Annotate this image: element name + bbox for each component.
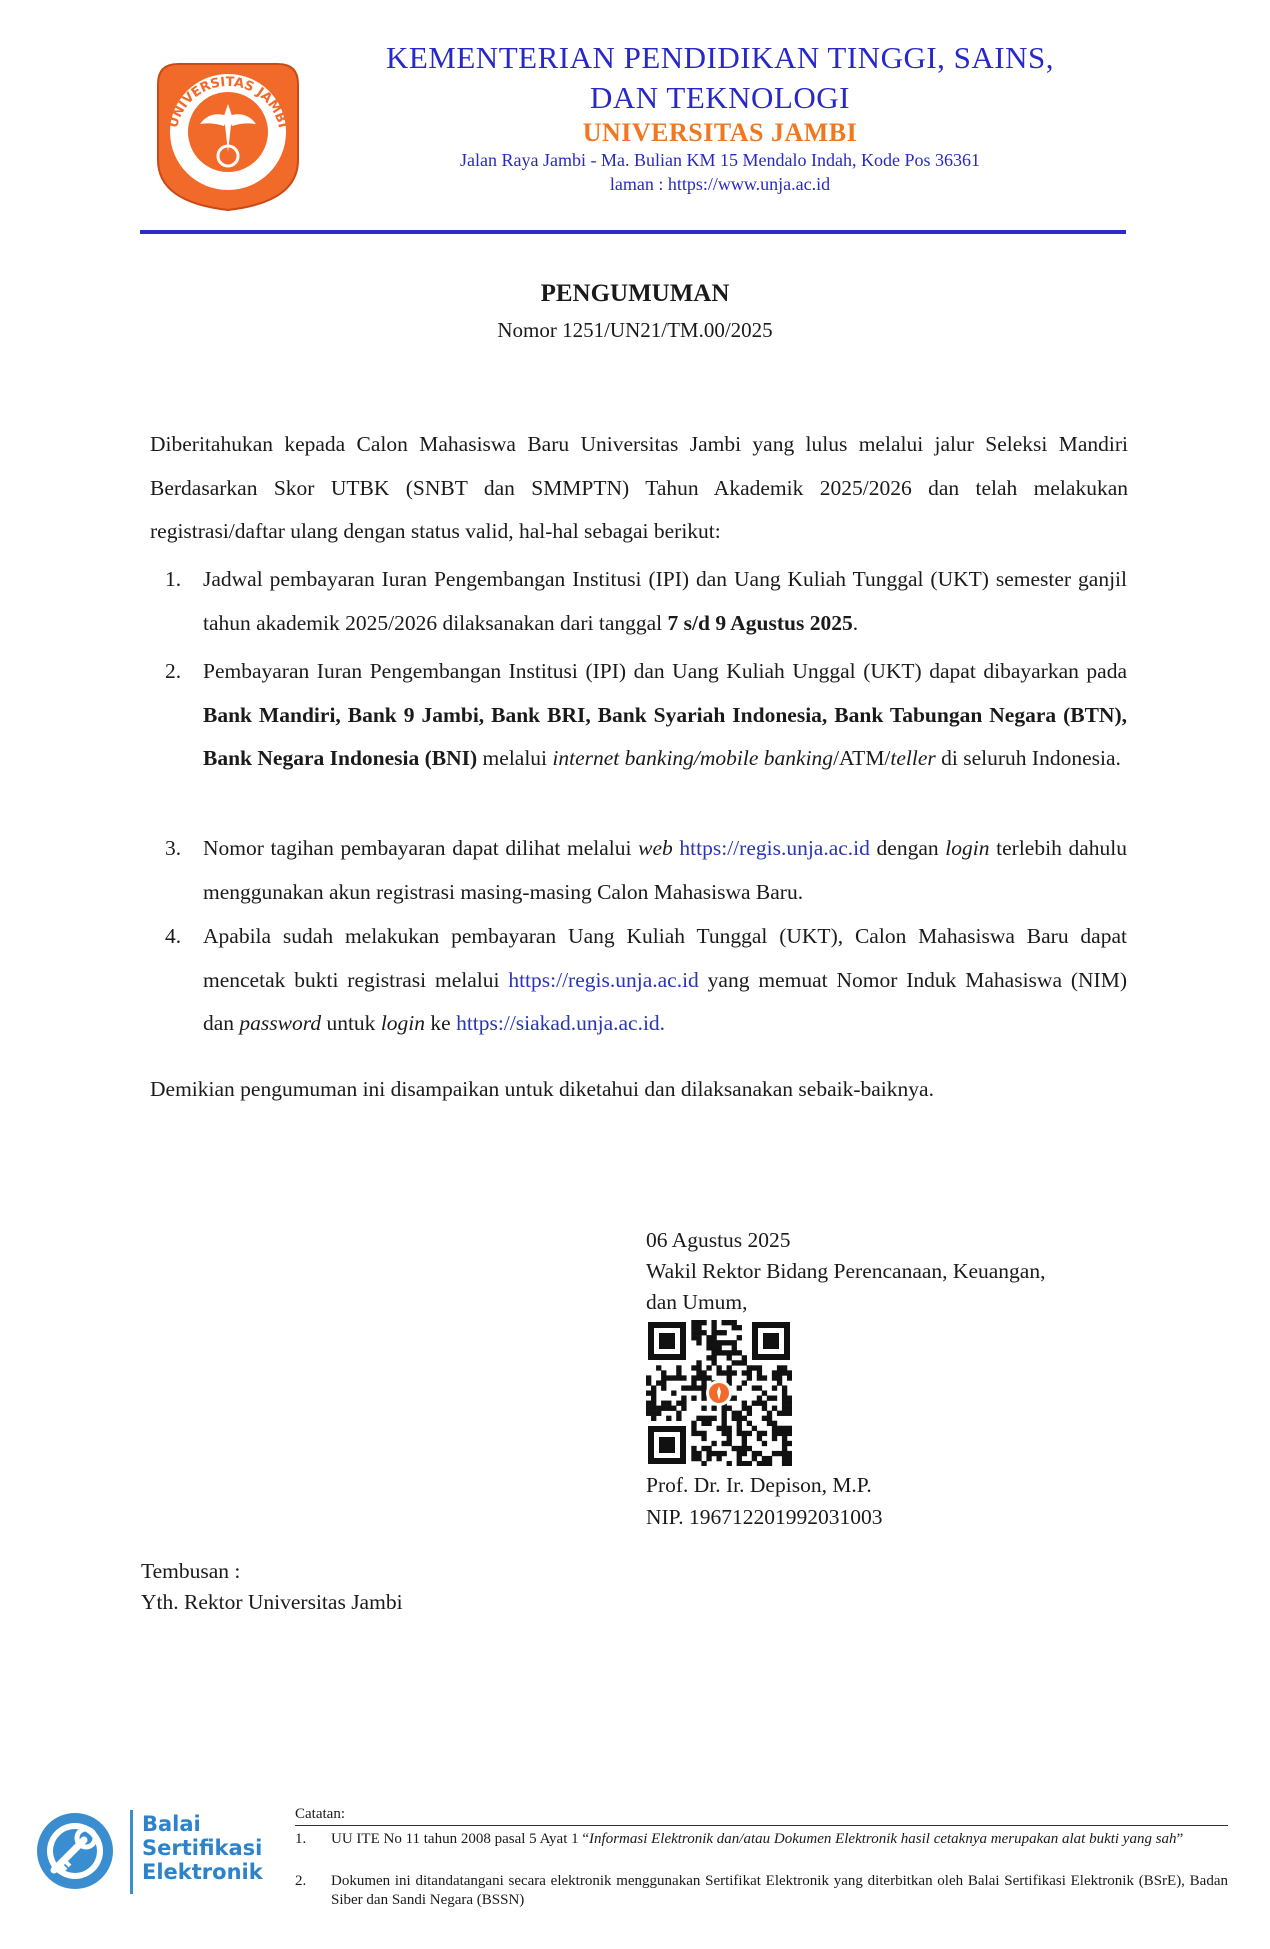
closing-paragraph: Demikian pengumuman ini disampaikan untuk diketahui dan dilaksanakan sebaik-baiknya. xyxy=(150,1077,934,1101)
item-text: /ATM/ xyxy=(833,746,891,770)
list-item xyxy=(165,650,1127,781)
header-divider xyxy=(140,230,1126,234)
bsre-line2: Sertifikasi xyxy=(142,1836,263,1860)
item-text: . xyxy=(852,610,859,635)
tembusan-label: Tembusan : xyxy=(141,1559,241,1583)
list-number: 2. xyxy=(165,659,182,683)
university-website: laman : https://www.unja.ac.id xyxy=(609,174,831,194)
bsre-divider xyxy=(130,1810,133,1894)
item-text-italic: internet banking/mobile banking xyxy=(552,746,834,770)
signatory-name: Prof. Dr. Ir. Depison, M.P. xyxy=(646,1473,872,1497)
signatory-nip: NIP. 196712201992031003 xyxy=(646,1505,883,1529)
item-text: Jadwal pembayaran Iuran Pengembangan Institusi (IPI) dan Uang Kuliah Tunggal (UKT) semester ganjil tahun akademik 2025/2026 dilaksanakan dari tanggal xyxy=(203,567,1127,635)
item-text-italic: teller xyxy=(890,746,936,770)
item-text: terlebih dahulu menggunakan akun registrasi masing-masing Calon Mahasiswa Baru. xyxy=(203,836,1127,904)
note-item xyxy=(295,1872,1228,1910)
note-text xyxy=(331,1830,1228,1849)
note-number: 1. xyxy=(295,1831,307,1847)
signatory-role-line2: dan Umum, xyxy=(646,1290,748,1314)
note-item xyxy=(295,1830,1228,1849)
item-text: ke xyxy=(425,1011,457,1035)
item-text: untuk xyxy=(321,1011,381,1035)
signatory-role-line1: Wakil Rektor Bidang Perencanaan, Keuangan, xyxy=(646,1259,1046,1283)
list-text xyxy=(203,915,1127,1046)
bsre-line1: Balai xyxy=(142,1812,201,1836)
note-number: 2. xyxy=(295,1873,307,1889)
item-text-italic: password xyxy=(239,1011,322,1035)
notes-divider xyxy=(295,1825,1228,1826)
document-number: Nomor 1251/UN21/TM.00/2025 xyxy=(497,318,773,342)
list-number: 1. xyxy=(165,567,182,591)
university-name: UNIVERSITAS JAMBI xyxy=(582,118,858,147)
university-logo xyxy=(148,52,308,212)
regis-link[interactable]: https://regis.unja.ac.id xyxy=(679,836,870,860)
list-number: 4. xyxy=(165,924,182,948)
list-text xyxy=(203,558,1127,645)
notes-label: Catatan: xyxy=(295,1806,345,1822)
ministry-name-line2: DAN TEKNOLOGI xyxy=(590,80,850,115)
payment-dates: 7 s/d 9 Agustus 2025 xyxy=(667,610,853,635)
list-item xyxy=(165,827,1127,914)
bsre-logo-icon xyxy=(34,1810,116,1892)
siakad-link[interactable]: https://siakad.unja.ac.id. xyxy=(456,1011,666,1035)
item-text: dengan xyxy=(869,836,946,860)
note-text-part: ” xyxy=(1176,1831,1184,1847)
university-address: Jalan Raya Jambi - Ma. Bulian KM 15 Mendalo Indah, Kode Pos 36361 xyxy=(460,150,980,170)
bsre-line3: Elektronik xyxy=(142,1860,263,1884)
signature-qr-code xyxy=(646,1320,792,1466)
item-text: Nomor tagihan pembayaran dapat dilihat melalui xyxy=(203,836,639,860)
list-item xyxy=(165,915,1127,1046)
item-text-italic: web xyxy=(638,836,673,860)
item-text: Apabila sudah melakukan pembayaran Uang Kuliah Tunggal (UKT), Calon Mahasiswa Baru dapat mencetak bukti registrasi melalui xyxy=(203,924,1127,992)
list-text xyxy=(203,827,1127,914)
list-text xyxy=(203,650,1127,781)
item-text: di seluruh Indonesia. xyxy=(935,746,1121,770)
item-text-italic: login xyxy=(945,836,990,860)
tembusan-item: Yth. Rektor Universitas Jambi xyxy=(141,1590,403,1614)
note-quote: Informasi Elektronik dan/atau Dokumen Elektronik hasil cetaknya merupakan alat bukti yang sah xyxy=(589,1831,1177,1847)
item-text: melalui xyxy=(477,746,553,770)
item-text: yang memuat Nomor Induk Mahasiswa (NIM) dan xyxy=(203,967,1127,1035)
note-text-part: UU ITE No 11 tahun 2008 pasal 5 Ayat 1 “ xyxy=(331,1831,590,1847)
note-text: Dokumen ini ditandatangani secara elektronik menggunakan Sertifikat Elektronik yang diterbitkan oleh Balai Sertifikasi Elektronik (BSrE), Badan Siber dan Sandi Negara (BSSN) xyxy=(331,1873,1228,1908)
svg-text:UNIVERSITAS JAMBI: UNIVERSITAS JAMBI xyxy=(166,74,290,130)
list-item xyxy=(165,558,1127,645)
regis-link[interactable]: https://regis.unja.ac.id xyxy=(508,967,699,992)
bank-list: Bank Mandiri, Bank 9 Jambi, Bank BRI, Bank Syariah Indonesia, Bank Tabungan Negara (BTN), Bank Negara Indonesia (BNI) xyxy=(203,702,1127,770)
list-number: 3. xyxy=(165,836,182,860)
ministry-name-line1: KEMENTERIAN PENDIDIKAN TINGGI, SAINS, xyxy=(385,40,1055,75)
item-text-italic: login xyxy=(380,1011,426,1035)
intro-paragraph: Diberitahukan kepada Calon Mahasiswa Baru Universitas Jambi yang lulus melalui jalur Seleksi Mandiri Berdasarkan Skor UTBK (SNBT dan SMMPTN) Tahun Akademik 2025/2026 dan telah melakukan registrasi/daftar ulang dengan status valid, hal-hal sebagai berikut: xyxy=(150,432,1128,543)
bsre-wordmark xyxy=(142,1812,263,1884)
document-title: PENGUMUMAN xyxy=(540,280,730,307)
item-text: Pembayaran Iuran Pengembangan Institusi (IPI) dan Uang Kuliah Unggal (UKT) dapat dibayarkan pada xyxy=(203,659,1127,683)
signature-date: 06 Agustus 2025 xyxy=(646,1228,791,1252)
